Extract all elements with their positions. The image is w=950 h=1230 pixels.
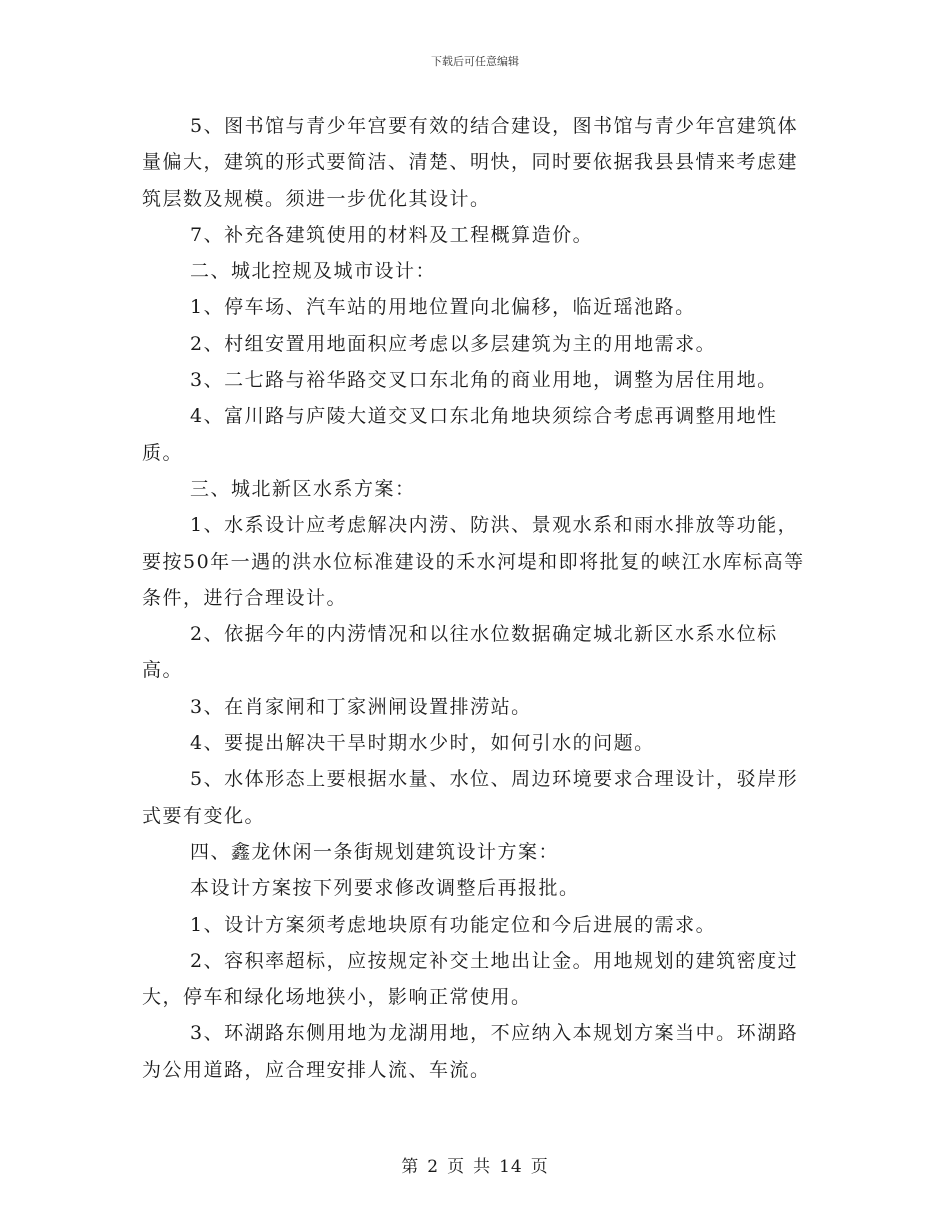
paragraph: 4、富川路与庐陵大道交叉口东北角地块须综合考虑再调整用地性质。: [142, 405, 778, 464]
paragraph: 本设计方案按下列要求修改调整后再报批。: [190, 877, 580, 900]
footer-prefix: 第: [401, 1157, 420, 1177]
paragraph: 2、村组安置用地面积应考虑以多层建筑为主的用地需求。: [190, 332, 717, 355]
paragraph: 1、设计方案须考虑地块原有功能定位和今后进展的需求。: [190, 913, 717, 936]
current-page-number: 2: [427, 1157, 440, 1177]
page-header: 下载后可任意编辑: [431, 55, 519, 68]
footer-page-word: 页: [447, 1157, 466, 1177]
footer-total-word: 共: [473, 1157, 492, 1177]
paragraph: 1、停车场、汽车站的用地位置向北偏移，临近瑶池路。: [190, 296, 696, 319]
paragraph: 5、图书馆与青少年宫要有效的结合建设，图书馆与青少年宫建筑体量偏大，建筑的形式要简洁、清楚、明快，同时要依据我县县情来考虑建筑层数及规模。须进一步优化其设计。: [142, 115, 799, 210]
paragraph: 2、依据今年的内涝情况和以往水位数据确定城北新区水系水位标高。: [142, 623, 778, 682]
total-pages-number: 14: [499, 1157, 523, 1177]
paragraph: 3、在肖家闸和丁家洲闸设置排涝站。: [190, 695, 532, 718]
paragraph: 1、水系设计应考虑解决内涝、防洪、景观水系和雨水排放等功能，要按50年一遇的洪水位标准建设的禾水河堤和即将批复的峡江水库标高等条件，进行合理设计。: [142, 514, 805, 609]
document-body: [142, 108, 814, 1088]
page-footer: [0, 1152, 950, 1177]
paragraph: 2、容积率超标，应按规定补交土地出让金。用地规划的建筑密度过大，停车和绿化场地狭小，影响正常使用。: [142, 949, 799, 1009]
paragraph: 4、要提出解决干旱时期水少时，如何引水的问题。: [190, 732, 655, 755]
footer-suffix: 页: [530, 1157, 549, 1177]
paragraph: 5、水体形态上要根据水量、水位、周边环境要求合理设计，驳岸形式要有变化。: [142, 768, 799, 827]
section-heading: 三、城北新区水系方案：: [190, 477, 416, 500]
paragraph: 3、环湖路东侧用地为龙湖用地，不应纳入本规划方案当中。环湖路为公用道路，应合理安排人流、车流。: [142, 1022, 799, 1081]
section-heading: 四、鑫龙休闲一条街规划建筑设计方案：: [190, 840, 560, 863]
paragraph: 3、二七路与裕华路交叉口东北角的商业用地，调整为居住用地。: [190, 369, 778, 392]
section-heading: 二、城北控规及城市设计：: [190, 260, 437, 283]
paragraph: 7、补充各建筑使用的材料及工程概算造价。: [190, 223, 594, 246]
